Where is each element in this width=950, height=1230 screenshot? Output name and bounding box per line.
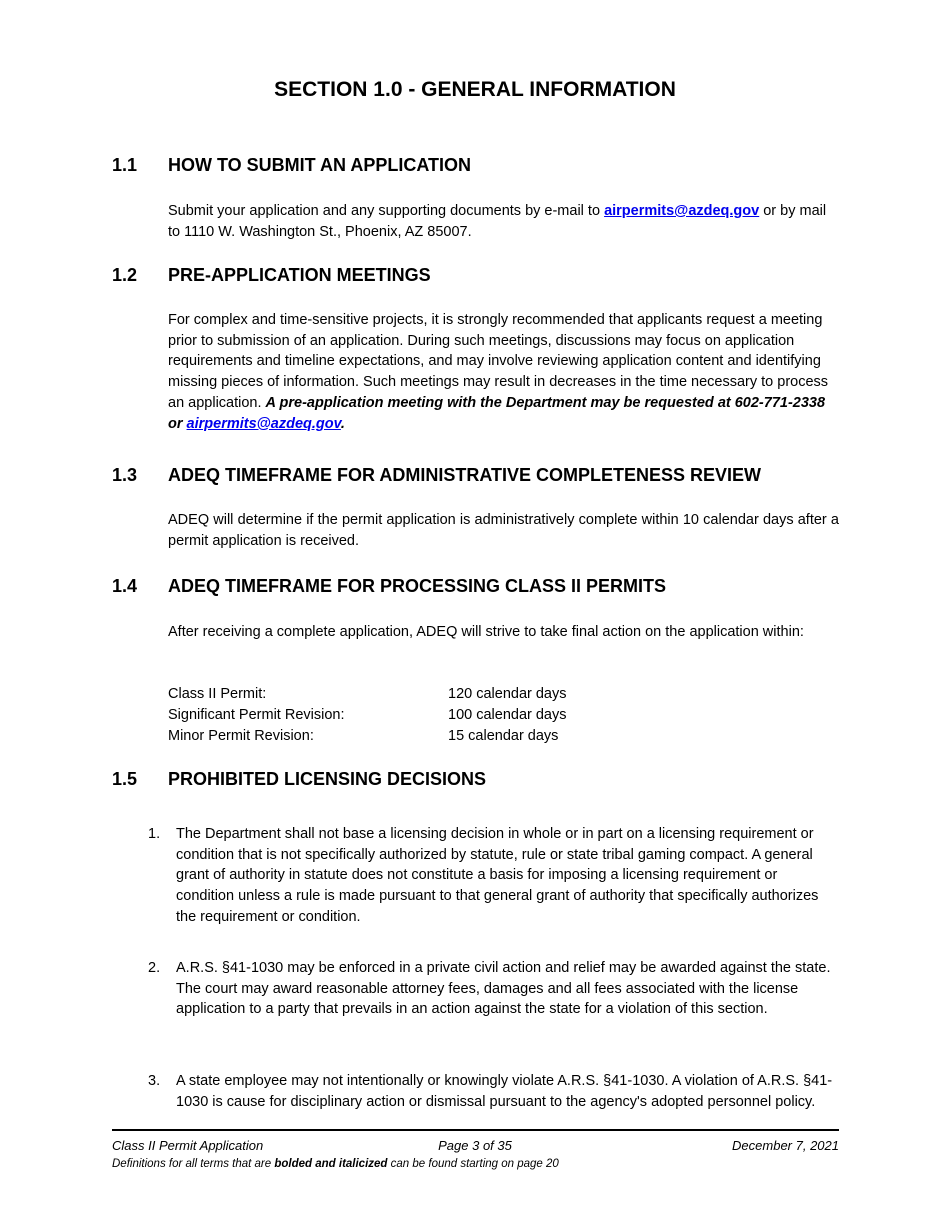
section-heading-1-5: PROHIBITED LICENSING DECISIONS [168, 769, 487, 789]
list-item-number: 1. [148, 826, 161, 842]
footer-note [112, 1158, 559, 1170]
preapp-bold-text: A pre-application meeting with the Department may be requested at 602-771-2338 or [168, 394, 826, 432]
section-number-1-1: 1.1 [112, 155, 138, 175]
footer-note-bold: bolded and italicized [274, 1158, 388, 1170]
timeframe-value: 15 calendar days [448, 728, 559, 744]
footer-note-a: Definitions for all terms that are [112, 1158, 275, 1170]
section-number-1-5: 1.5 [112, 769, 138, 789]
section-number-1-2: 1.2 [112, 265, 138, 285]
list-item-number: 2. [148, 960, 161, 976]
footer-rule [112, 1129, 839, 1131]
timeframe-label: Class II Permit: [168, 686, 267, 702]
section-heading-1-3: ADEQ TIMEFRAME FOR ADMINISTRATIVE COMPLETENESS REVIEW [168, 465, 762, 485]
email-link[interactable]: airpermits@azdeq.gov [186, 415, 341, 432]
timeframe-value: 100 calendar days [448, 707, 567, 723]
section-heading-1-4: ADEQ TIMEFRAME FOR PROCESSING CLASS II PERMITS [168, 576, 667, 596]
preapp-text: For complex and time-sensitive projects, it is strongly recommended that applicants request a meeting prior to submission of an application. During such meetings, discussions may focus on application requirements and timeline expectations, and may involve reviewing application content and identifying missing pieces of information. Such meetings may result in decreases in the time necessary to process an application. [168, 312, 829, 411]
preapp-period: . [340, 415, 345, 432]
timeframe-label: Minor Permit Revision: [168, 728, 314, 744]
footer-doc-title: Class II Permit Application [112, 1138, 264, 1153]
timeframe-value: 120 calendar days [448, 686, 567, 702]
section-1-1-paragraph [168, 201, 839, 242]
list-item-number: 3. [148, 1073, 161, 1089]
timeframe-label: Significant Permit Revision: [168, 707, 345, 723]
section-number-1-3: 1.3 [112, 465, 138, 485]
submit-text-a: Submit your application and any supporting documents by e-mail to [168, 203, 605, 219]
list-item-text: The Department shall not base a licensing decision in whole or in part on a licensing requirement or condition that is not specifically authorized by statute, rule or state tribal gaming compact. A general grant of authority in statute does not constitute a basis for imposing a licensing requirement or condition unless a rule is made pursuant to that general grant of authority that specifically authorizes the requirement or condition. [176, 826, 819, 925]
footer-date: December 7, 2021 [732, 1138, 839, 1153]
section-heading-1-1: HOW TO SUBMIT AN APPLICATION [168, 155, 471, 175]
section-1-4-paragraph: After receiving a complete application, ADEQ will strive to take final action on the application within: [168, 624, 804, 640]
footer-page-number: Page 3 of 35 [438, 1138, 512, 1153]
section-1-3-paragraph: ADEQ will determine if the permit application is administratively complete within 10 calendar days after a permit application is received. [168, 512, 839, 549]
list-item-text: A.R.S. §41-1030 may be enforced in a private civil action and relief may be awarded against the state. The court may award reasonable attorney fees, damages and all fees associated with the license application to a party that prevails in an action against the state for a violation of this section. [176, 960, 831, 1018]
page-title: SECTION 1.0 - GENERAL INFORMATION [274, 78, 676, 101]
list-item-text: A state employee may not intentionally or knowingly violate A.R.S. §41-1030. A violation of A.R.S. §41-1030 is cause for disciplinary action or dismissal pursuant to the agency's adopted personnel policy. [176, 1073, 833, 1110]
email-link[interactable]: airpermits@azdeq.gov [604, 203, 760, 219]
section-heading-1-2: PRE-APPLICATION MEETINGS [168, 265, 431, 285]
section-1-2-paragraph [168, 310, 839, 434]
submit-text-b: or by mail to 1110 W. Washington St., Phoenix, AZ 85007. [168, 203, 827, 240]
section-number-1-4: 1.4 [112, 576, 138, 596]
footer-note-b: can be found starting on page 20 [387, 1158, 559, 1170]
